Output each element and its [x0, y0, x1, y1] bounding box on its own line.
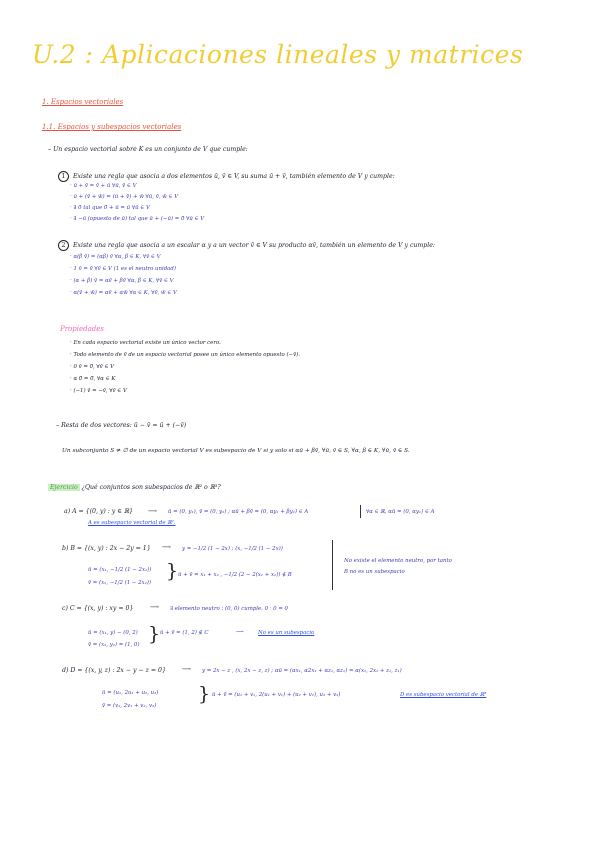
right-brace-icon: }: [166, 560, 179, 582]
arrow-icon: ⟶: [182, 666, 191, 673]
exercise-c-arrow: ∃ elemento neutro : (0, 0) cumple. 0 · 0 = 0: [170, 606, 288, 612]
rule-1-text: Existe una regla que asocia a dos elementos ū, v̄ ∈ V, su suma ū + v̄, también elemento de V y cumple:: [73, 173, 395, 180]
exercise-c-v: v̄ = (x₂, y₂) = (1, 0): [88, 642, 140, 648]
rule-1-item: · ∃ −ū (opuesto de ū) tal que ū + (−ū) = 0̄ ∀ū ∈ V: [70, 216, 205, 222]
exercise-label: Ejercicio: [50, 484, 78, 491]
rule-2-item: · α(β v̄) = (αβ) v̄ ∀α, β ∈ K, ∀v̄ ∈ V: [70, 254, 161, 260]
exercise-d-param: y = 2x − z , (x, 2x − z, z) ; αū = (αx₁, α2x₁ + αz₁, αz₁) = α(x₁, 2x₁ + z₁, z₁): [202, 668, 402, 674]
arrow-icon: ⟶: [162, 544, 171, 551]
right-brace-icon: }: [198, 683, 211, 705]
property-item: · (−1) v̄ = −v̄, ∀v̄ ∈ V: [70, 388, 127, 394]
exercise-b-note-1: No existe el elemento neutro, por tanto: [344, 558, 452, 564]
rule-1-item: · ∃ 0̄ tal que 0̄ + ū = ū ∀ū ∈ V: [70, 205, 150, 211]
exercise-c-u: ū = (x₁, y) − (0, 2): [88, 630, 138, 636]
exercise-d-v: v̄ = (v₁, 2v₁ + v₂, v₃): [102, 703, 157, 709]
exercise-b-param: y = −1/2 (1 − 2x) ; (x, −1/2 (1 − 2x)): [182, 546, 283, 552]
exercise-d-conclusion: D es subespacio vectorial de ℝ³: [400, 692, 487, 698]
exercise-b-v: v̄ = (x₂, −1/2 (1 − 2x₂)): [88, 580, 151, 586]
intro-text: – Un espacio vectorial sobre K es un conjunto de V que cumple:: [48, 146, 248, 153]
arrow-icon: ⟶: [236, 629, 244, 635]
rule-2-text: Existe una regla que asocia a un escalar α y a un vector v̄ ∈ V su producto αv̄, también un elemento de V y cumple:: [73, 242, 435, 249]
rule-2-number: 2: [58, 240, 69, 251]
rule-1-item: · ū + v̄ = v̄ + ū ∀ū, v̄ ∈ V: [70, 183, 137, 189]
subespacio-definition: Un subconjunto S ≠ ∅ de un espacio vectorial V es subespacio de V si y solo si αū + βv̄, ∀ū, v̄ ∈ S, ∀α, β ∈ K, ∀ū, v̄ ∈ S.: [62, 448, 410, 454]
rule-1-item: · ū + (v̄ + w̄) = (ū + v̄) + w̄ ∀ū, v̄, w̄ ∈ V: [70, 194, 179, 200]
rule-1: [58, 171, 395, 182]
arrow-icon: ⟶: [150, 604, 159, 611]
rule-1-number: 1: [58, 171, 69, 182]
exercise-a-definition: a) A = {(0, y) : y ∈ ℝ}: [64, 508, 133, 515]
property-item: · 0 v̄ = 0̄, ∀v̄ ∈ V: [70, 364, 115, 370]
exercise-heading: [48, 484, 221, 491]
exercise-question: ¿Qué conjuntos son subespacios de ℝ² o ℝ³?: [81, 484, 221, 491]
rule-2: [58, 240, 435, 251]
exercise-a-work: ū = (0, y₁), v̄ = (0, y₂) ; αū + βv̄ = (0, αy₁ + βy₂) ∈ A: [168, 509, 309, 515]
properties-heading: Propiedades: [60, 325, 105, 333]
exercise-c-conclusion: No es un subespacio: [258, 630, 315, 636]
exercise-c-sum: ū + v̄ = (1, 2) ∉ C: [160, 630, 209, 636]
intro-label: Un espacio vectorial sobre K es un conjunto de V que cumple:: [53, 146, 248, 153]
exercise-b-note-2: B no es un subespacio: [344, 569, 405, 575]
divider: [332, 540, 333, 590]
exercise-a-conclusion: A es subespacio vectorial de ℝ².: [88, 520, 176, 526]
exercise-b-u: ū = (x₁, −1/2 (1 − 2x₁)): [88, 567, 152, 573]
property-item: · Todo elemento de v̄ de un espacio vectorial posee un único elemento opuesto (−v̄).: [70, 352, 300, 358]
resta-text: – Resta de dos vectores: ū − v̄ = ū + (−v̄): [56, 422, 187, 429]
arrow-icon: ⟶: [148, 508, 157, 515]
divider: [360, 505, 361, 518]
rule-2-item: · α(v̄ + w̄) = αv̄ + αw̄ ∀α ∈ K, ∀v̄, w̄ ∈ V: [70, 290, 177, 296]
section-heading: 1. Espacios vectoriales: [42, 98, 124, 106]
exercise-a-check: ∀α ∈ ℝ, αū = (0, αy₁) ∈ A: [366, 509, 435, 515]
property-item: · α 0̄ = 0̄, ∀α ∈ K: [70, 376, 116, 382]
property-item: · En cada espacio vectorial existe un único vector cero.: [70, 340, 221, 346]
exercise-d-definition: d) D = {(x, y, z) : 2x − y − z = 0}: [62, 667, 166, 674]
subsection-heading: 1.1. Espacios y subespacios vectoriales: [42, 123, 182, 131]
exercise-d-sum: ū + v̄ = (u₁ + v₁, 2(u₁ + v₁) + (u₂ + v₂), u₃ + v₃): [212, 692, 341, 698]
page-title: U.2 : Aplicaciones lineales y matrices: [32, 40, 524, 69]
rule-2-item: · (α + β) v̄ = αv̄ + βv̄ ∀α, β ∈ K, ∀v̄ ∈ V: [70, 278, 174, 284]
exercise-c-definition: c) C = {(x, y) : xy = 0}: [62, 605, 134, 612]
rule-2-item: · 1 v̄ = v̄ ∀v̄ ∈ V (1 es el neutro unidad): [70, 266, 176, 272]
exercise-d-u: ū = (u₁, 2u₁ + u₂, u₃): [102, 690, 159, 696]
exercise-b-sum: ū + v̄ = x₁ + x₂ , −1/2 (2 − 2(x₁ + x₂)) ∉ B: [178, 572, 292, 578]
exercise-b-definition: b) B = {(x, y) : 2x − 2y = 1}: [62, 545, 151, 552]
right-brace-icon: }: [148, 623, 161, 645]
